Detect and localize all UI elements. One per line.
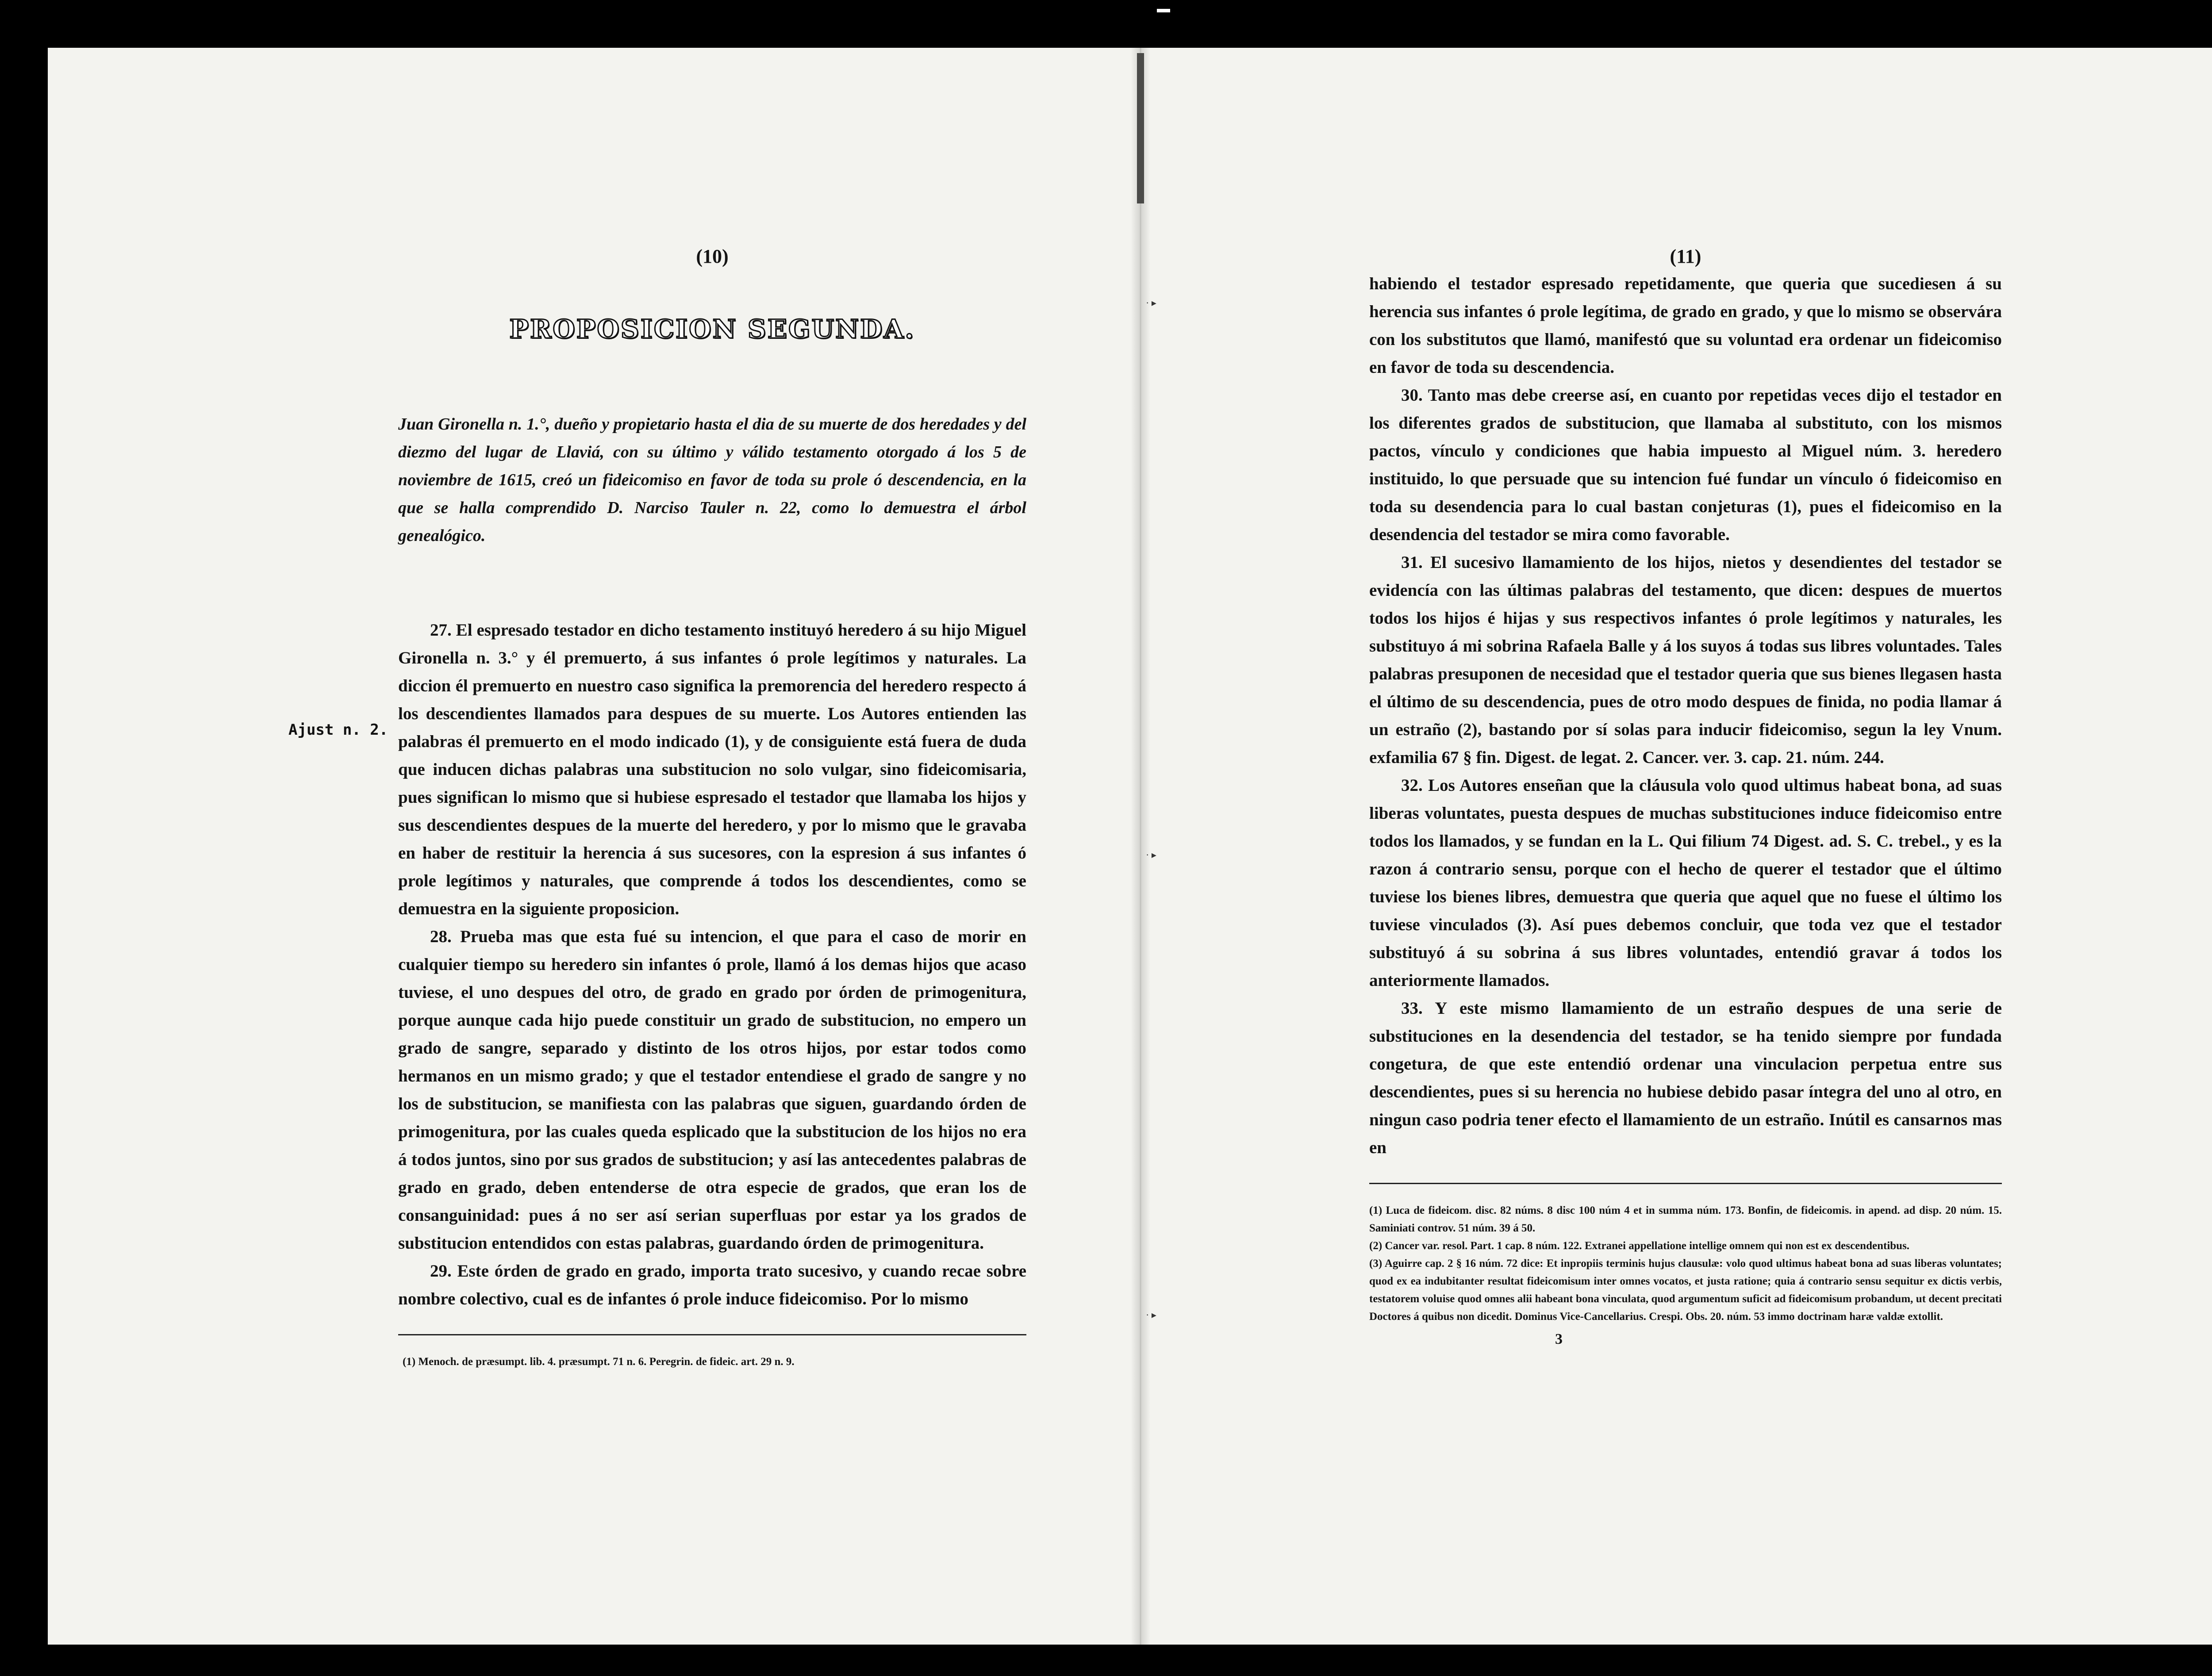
paragraph-29: 29. Este órden de grado en grado, importa trato sucesivo, y cuando recae sobre nombre colectivo, cual es de infantes ó prole induce fideicomiso. Por lo mismo (398, 1262, 1026, 1308)
paragraph-31: 31. El sucesivo llamamiento de los hijos, nietos y desendientes del testador se evidencía con las últimas palabras del testamento, que dicen: despues de muertos todos los hijos é hijas y sus respectivos infantes ó prole legítimos y naturales, les substituyo á mi sobrina Rafaela Balle y á los suyos á todas sus libres voluntades. Tales palabras presuponen de necesidad que el testador queria que sus bienes llegasen hasta el último de su descendencia, pues de otro modo despues de finida, no podia llamar á un estraño (2), bastando por sí solas para inducir fideicomiso, segun la ley Vnum. exfamilia 67 § fin. Digest. de legat. 2. Cancer. ver. 3. cap. 21. núm. 244. (1369, 553, 2002, 767)
right-page-text (1369, 243, 2002, 1348)
book-gutter (1131, 48, 1150, 1645)
footnote: (3) Aguirre cap. 2 § 16 núm. 72 dice: Et inpropiis terminis hujus clausulæ: volo quod ultimus habeat bona ad suas liberas voluntates; quod ex ea indubitanter resultat fideicomisum inter omnes vocatos, et justa ratione; quia á contrario sensu sequitur ex dictis verbis, testatorem voluise quod omnes alii habeant bona vinculata, quod argumentum suficit ad fideicomisum probandum, ut decent precitati Doctores á quibus non dicedit. Dominus Vice-Cancellarius. Crespi. Obs. 20. núm. 53 immo doctrinam haræ valdæ extollit. (1369, 1258, 2002, 1323)
paragraph-28: 28. Prueba mas que esta fué su intencion, el que para el caso de morir en cualquier tiempo su heredero sin infantes ó prole, llamó á los demas hijos que acaso tuviese, el uno despues del otro, de grado en grado por órden de primogenitura, porque aunque cada hijo puede constituir un grado de substitucion, no empero un grado de sangre, separado y distinto de los otros hijos, por estar todos como hermanos en un mismo grado; y que el testador entendiese el grado de sangre y no los de substitucion, se manifiesta con las palabras que siguen, guardando órden de primogenitura, por las cuales queda esplicado que la substitucion de los hijos no era á todos juntos, sino por sus grados de substitucion; y así las antecedentes palabras de grado en grado, deben entenderse de otra especie de grados, que eran los de consanguinidad: pues á no ser así serian superfluas por estar ya los grados de substitucion entendidos con estas palabras, guardando órden de primogenitura. (398, 927, 1026, 1253)
paragraph-continued: habiendo el testador espresado repetidamente, que queria que sucediesen á su herencia sus infantes ó prole legítima, de grado en grado, y que lo mismo se observára con los substitutos que llamó, manifestó que su voluntad era ordenar un fideicomiso en favor de toda su descendencia. (1369, 274, 2002, 377)
top-edge-mark (1157, 9, 1170, 12)
footnote: (2) Cancer var. resol. Part. 1 cap. 8 núm. 122. Extranei appellatione intellige omnem qui non est ex descendentibus. (1369, 1240, 1910, 1252)
page-number: (10) (696, 245, 729, 267)
footnote-rule (1369, 1183, 2002, 1184)
gutter-dot: · ▸ (1146, 849, 1156, 860)
section-summary: Juan Gironella n. 1.°, dueño y propietario hasta el dia de su muerte de dos heredades y del diezmo del lugar de Llaviá, con su último y válido testamento otorgado á los 5 de noviembre de 1615, creó un fideicomiso en favor de toda su prole ó descendencia, en la que se halla comprendido D. Narciso Tauler n. 22, como lo demuestra el árbol genealógico. (398, 415, 1026, 545)
footnote: (1) Menoch. de præsumpt. lib. 4. præsumpt. 71 n. 6. Peregrin. de fideic. art. 29 n. 9. (403, 1356, 795, 1368)
gutter-dot: · ▸ (1146, 297, 1156, 308)
left-page-text (398, 243, 1026, 1371)
section-heading: PROPOSICION SEGUNDA. (509, 314, 915, 344)
margin-note: Ajust n. 2. (288, 721, 388, 739)
binding-mark (1137, 53, 1144, 203)
paragraph-33: 33. Y este mismo llamamiento de un estraño despues de una serie de substituciones en la desendencia del testador, se ha tenido siempre por fundada congetura, de que este entendió ordenar una vinculacion perpetua entre sus descendientes, pues si su herencia no hubiese debido pasar íntegra del uno al otro, en ningun caso podria tener efecto el llamamiento de un estraño. Inútil es cansarnos mas en (1369, 999, 2002, 1157)
paragraph-30: 30. Tanto mas debe creerse así, en cuanto por repetidas veces dijo el testador en los diferentes grados de substitucion, que llamaba al substituto, con los mismos pactos, vínculo y condiciones que habia impuesto al Miguel núm. 3. heredero instituido, lo que persuade que su intencion fué fundar un vínculo ó fideicomiso en toda su desendencia para lo cual bastan conjeturas (1), pues el fideicomiso en la desendencia del testador se mira como favorable. (1369, 386, 2002, 544)
footnote: (1) Luca de fideicom. disc. 82 núms. 8 disc 100 núm 4 et in summa núm. 173. Bonfin, de fideicomis. in apend. ad disp. 20 núm. 15. Saminiati controv. 51 núm. 39 á 50. (1369, 1204, 2002, 1234)
signature-mark: 3 (1555, 1331, 1563, 1347)
footnote-rule (398, 1334, 1026, 1335)
gutter-dot: · ▸ (1146, 1309, 1156, 1320)
paragraph-32: 32. Los Autores enseñan que la cláusula volo quod ultimus habeat bona, ad suas liberas voluntates, puesta despues de muchas substituciones induce fideicomiso entre todos los llamados, y se fundan en la L. Qui filium 74 Digest. ad. S. C. trebel., y es la razon á contrario sensu, porque con el hecho de querer el testador que el último tuviese los bienes libres, demuestra que queria que aquel que no fuese el último los tuviese vinculados (3). Así pues debemos concluir, que toda vez que el testador substituyó á su sobrina á sus libres voluntades, entendió gravar á todos los anteriormente llamados. (1369, 776, 2002, 990)
page-number: (11) (1670, 245, 1701, 267)
paragraph-27: 27. El espresado testador en dicho testamento instituyó heredero á su hijo Miguel Gironella n. 3.° y él premuerto, á sus infantes ó prole legítimos y naturales. La diccion él premuerto en nuestro caso significa la premorencia del heredero respecto á los descendientes llamados para despues de su muerte. Los Autores entienden las palabras él premuerto en el modo indicado (1), y de consiguiente está fuera de duda que inducen dichas palabras una substitucion no solo vulgar, sino fideicomisaria, pues significan lo mismo que si hubiese espresado el testador que llamaba los hijos y sus descendientes despues de la muerte del heredero, y por lo mismo que le gravaba en haber de restituir la herencia á sus sucesores, con la espresion á sus infantes ó prole legítimos y naturales, que comprende á todos los descendientes, como se demuestra en la siguiente proposicion. (398, 621, 1026, 918)
